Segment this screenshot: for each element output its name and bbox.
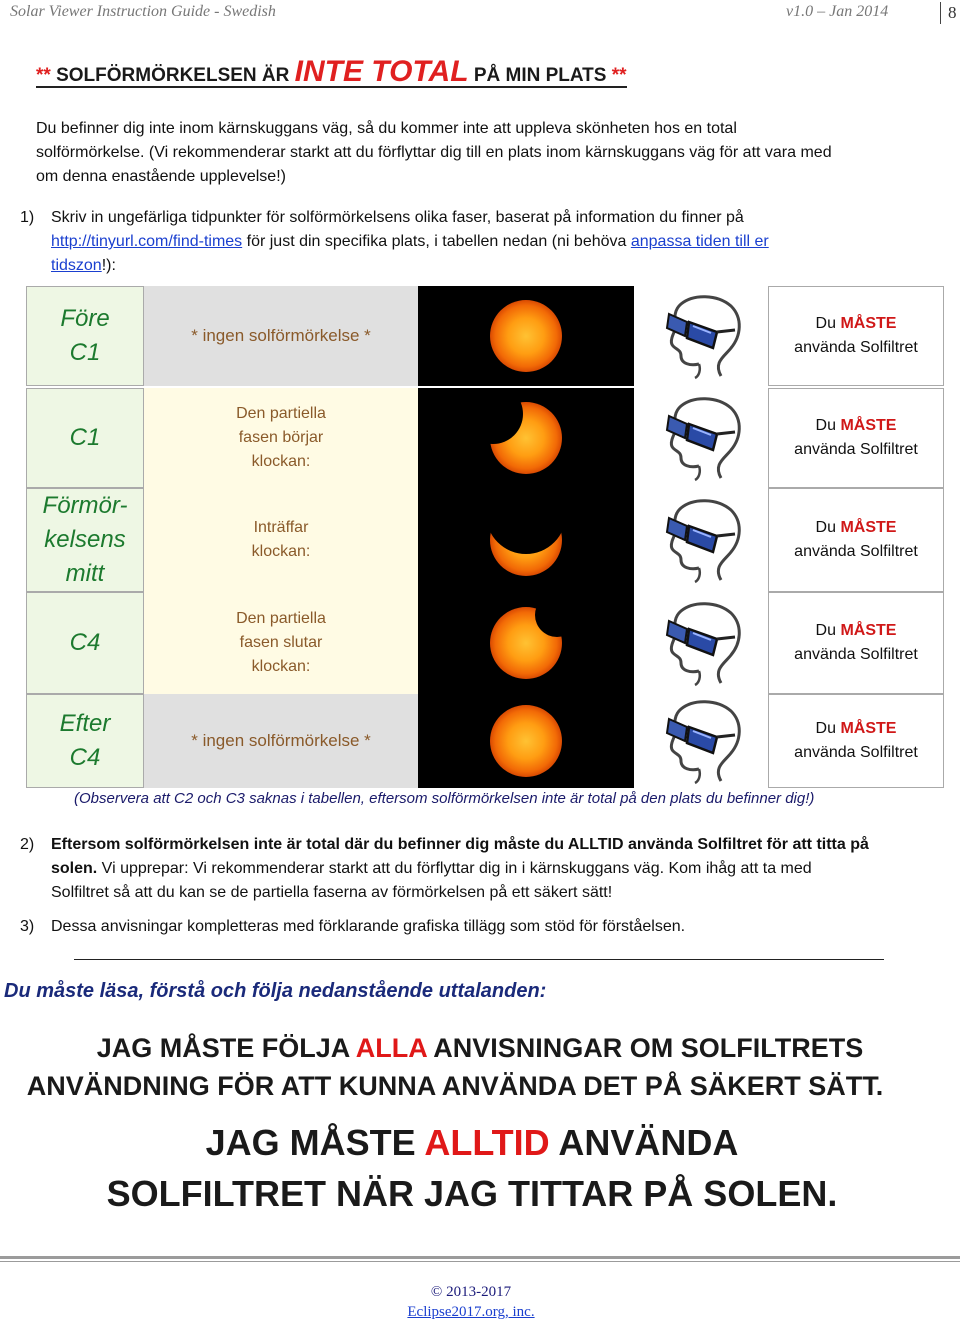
item2-line-2 bbox=[51, 857, 812, 881]
footer-org-link[interactable]: Eclipse2017.org, inc. bbox=[407, 1304, 535, 1320]
sun-image bbox=[418, 694, 634, 788]
must-use-filter-cell bbox=[768, 488, 944, 592]
time-entry-cell[interactable] bbox=[144, 488, 418, 592]
glasses-image bbox=[634, 488, 768, 592]
phase-description: * ingen solförmörkelse * bbox=[191, 731, 371, 750]
glasses-image bbox=[634, 388, 768, 488]
item3-number: 3) bbox=[20, 918, 35, 935]
must-read-heading: Du måste läsa, förstå och följa nedanstående uttalanden: bbox=[4, 980, 547, 1002]
item2-bold-line: Eftersom solförmörkelsen inte är total där du befinner dig måste du ALLTID använda Solfiltret för att titta på bbox=[51, 836, 869, 853]
phase-text: Förmör- kelsens mitt bbox=[42, 492, 128, 587]
sun-full-icon bbox=[471, 691, 581, 791]
statement1-line1 bbox=[0, 1029, 960, 1067]
eclipse-glasses-icon bbox=[651, 496, 751, 584]
must-prefix: Du bbox=[815, 519, 841, 536]
must-word: MÅSTE bbox=[840, 622, 897, 639]
phase-label bbox=[26, 488, 144, 592]
glasses-image bbox=[634, 694, 768, 788]
must-rest: använda Solfiltret bbox=[794, 441, 918, 458]
must-use-filter-cell bbox=[768, 592, 944, 694]
sun-image bbox=[418, 286, 634, 386]
must-rest: använda Solfiltret bbox=[794, 543, 918, 560]
item1-line-1: Skriv in ungefärliga tidpunkter för solförmörkelsens olika faser, baserat på information du finner på bbox=[51, 209, 744, 226]
time-entry-cell[interactable] bbox=[144, 388, 418, 488]
header-version: v1.0 – Jan 2014 bbox=[786, 3, 889, 20]
sun-image bbox=[418, 488, 634, 592]
sun-full-icon bbox=[471, 286, 581, 386]
phase-description: Den partiella fasen börjar klockan: bbox=[236, 405, 326, 470]
phase-label bbox=[26, 286, 144, 386]
time-entry-cell[interactable] bbox=[144, 592, 418, 694]
item1-end: !): bbox=[101, 257, 116, 274]
eclipse-glasses-icon bbox=[651, 697, 751, 785]
intro-line-1: Du befinner dig inte inom kärnskuggans väg, så du kommer inte att uppleva skönheten hos en total bbox=[36, 120, 737, 137]
eclipse-glasses-icon bbox=[651, 292, 751, 380]
statement1-red: ALLA bbox=[355, 1033, 427, 1063]
statement1-b: ANVISNINGAR OM SOLFILTRETS bbox=[426, 1033, 864, 1063]
title-not-total: INTE TOTAL bbox=[294, 55, 469, 88]
glasses-image bbox=[634, 592, 768, 694]
title-stars-right: ** bbox=[611, 65, 627, 86]
phase-description: Den partiella fasen slutar klockan: bbox=[236, 610, 326, 675]
must-use-filter-cell bbox=[768, 388, 944, 488]
intro-line-3: om denna enastående upplevelse!) bbox=[36, 168, 286, 185]
item2-number: 2) bbox=[20, 836, 35, 853]
must-prefix: Du bbox=[815, 622, 841, 639]
page-number: 8 bbox=[948, 3, 957, 22]
item2-rest1: Vi upprepar: Vi rekommenderar starkt att du förflyttar dig in i kärnskuggans väg. Kom ihåg att ta med bbox=[97, 860, 812, 877]
item3-text: Dessa anvisningar kompletteras med förklarande grafiska tillägg som stöd för förståelsen. bbox=[51, 918, 686, 935]
item1-line-3 bbox=[51, 254, 116, 278]
timezone-link-part1[interactable]: anpassa tiden till er bbox=[630, 233, 769, 250]
header-divider bbox=[940, 2, 941, 24]
table-note: (Observera att C2 och C3 saknas i tabellen, eftersom solförmörkelsen inte är total på den plats du befinner dig!) bbox=[74, 790, 815, 807]
footer-rule bbox=[0, 1256, 960, 1259]
must-use-filter-cell bbox=[768, 694, 944, 788]
phase-text: Efter C4 bbox=[59, 710, 111, 771]
phase-text: Före C1 bbox=[60, 305, 110, 366]
phase-label bbox=[26, 694, 144, 788]
title-stars-left: ** bbox=[36, 65, 51, 86]
item1-mid: för just din specifika plats, i tabellen nedan (ni behöva bbox=[242, 233, 631, 250]
no-eclipse-cell bbox=[144, 286, 418, 386]
find-times-link[interactable]: http://tinyurl.com/find-times bbox=[51, 233, 243, 250]
statement1-a: JAG MÅSTE FÖLJA bbox=[96, 1033, 356, 1063]
phase-description: * ingen solförmörkelse * bbox=[191, 326, 371, 345]
must-prefix: Du bbox=[815, 720, 841, 737]
eclipse-glasses-icon bbox=[651, 599, 751, 687]
sun-early-partial-icon bbox=[471, 388, 581, 488]
glasses-image bbox=[634, 286, 768, 386]
sun-image bbox=[418, 388, 634, 488]
must-word: MÅSTE bbox=[840, 417, 897, 434]
item1-line-2 bbox=[51, 230, 769, 254]
must-word: MÅSTE bbox=[840, 720, 897, 737]
footer-copyright: © 2013-2017 bbox=[430, 1284, 512, 1300]
statement2-a: JAG MÅSTE bbox=[205, 1122, 425, 1163]
statement2-line1 bbox=[0, 1117, 944, 1169]
phase-text: C1 bbox=[69, 424, 101, 451]
statement2-red: ALLTID bbox=[424, 1122, 550, 1163]
must-prefix: Du bbox=[815, 417, 841, 434]
footer-org bbox=[0, 1304, 942, 1321]
page-title bbox=[36, 55, 627, 89]
title-part2: PÅ MIN PLATS bbox=[473, 65, 607, 86]
item2-bold2: solen. bbox=[51, 860, 98, 877]
sun-crescent-icon bbox=[471, 490, 581, 590]
phase-description: Inträffar klockan: bbox=[251, 519, 311, 560]
sun-image bbox=[418, 592, 634, 694]
eclipse-glasses-icon bbox=[651, 394, 751, 482]
must-rest: använda Solfiltret bbox=[794, 646, 918, 663]
phase-text: C4 bbox=[69, 629, 101, 656]
intro-line-2: solförmörkelse. (Vi rekommenderar starkt att du förflyttar dig till en plats inom kärnskuggans väg för att vara med bbox=[36, 144, 832, 161]
no-eclipse-cell bbox=[144, 694, 418, 788]
must-rest: använda Solfiltret bbox=[794, 744, 918, 761]
footer-rule-thin bbox=[0, 1261, 960, 1262]
must-rest: använda Solfiltret bbox=[794, 339, 918, 356]
statement2-b: ANVÄNDA bbox=[549, 1122, 739, 1163]
must-word: MÅSTE bbox=[840, 315, 897, 332]
eclipse-phase-table bbox=[26, 286, 944, 788]
item2-line-3: Solfiltret så att du kan se de partiella faserna av förmörkelsen på ett säkert sätt! bbox=[51, 884, 613, 901]
phase-label bbox=[26, 388, 144, 488]
timezone-link-part2[interactable]: tidszon bbox=[51, 257, 102, 274]
must-use-filter-cell bbox=[768, 286, 944, 386]
header-title: Solar Viewer Instruction Guide - Swedish bbox=[10, 3, 276, 20]
must-word: MÅSTE bbox=[840, 519, 897, 536]
title-part1: SOLFÖRMÖRKELSEN ÄR bbox=[56, 65, 290, 86]
item1-number: 1) bbox=[20, 209, 35, 226]
must-prefix: Du bbox=[815, 315, 841, 332]
divider bbox=[74, 959, 884, 960]
phase-label bbox=[26, 592, 144, 694]
statement2-line2: SOLFILTRET NÄR JAG TITTAR PÅ SOLEN. bbox=[106, 1173, 838, 1214]
statement1-line2: ANVÄNDNING FÖR ATT KUNNA ANVÄNDA DET PÅ SÄKERT SÄTT. bbox=[26, 1071, 884, 1101]
sun-late-partial-icon bbox=[471, 593, 581, 693]
